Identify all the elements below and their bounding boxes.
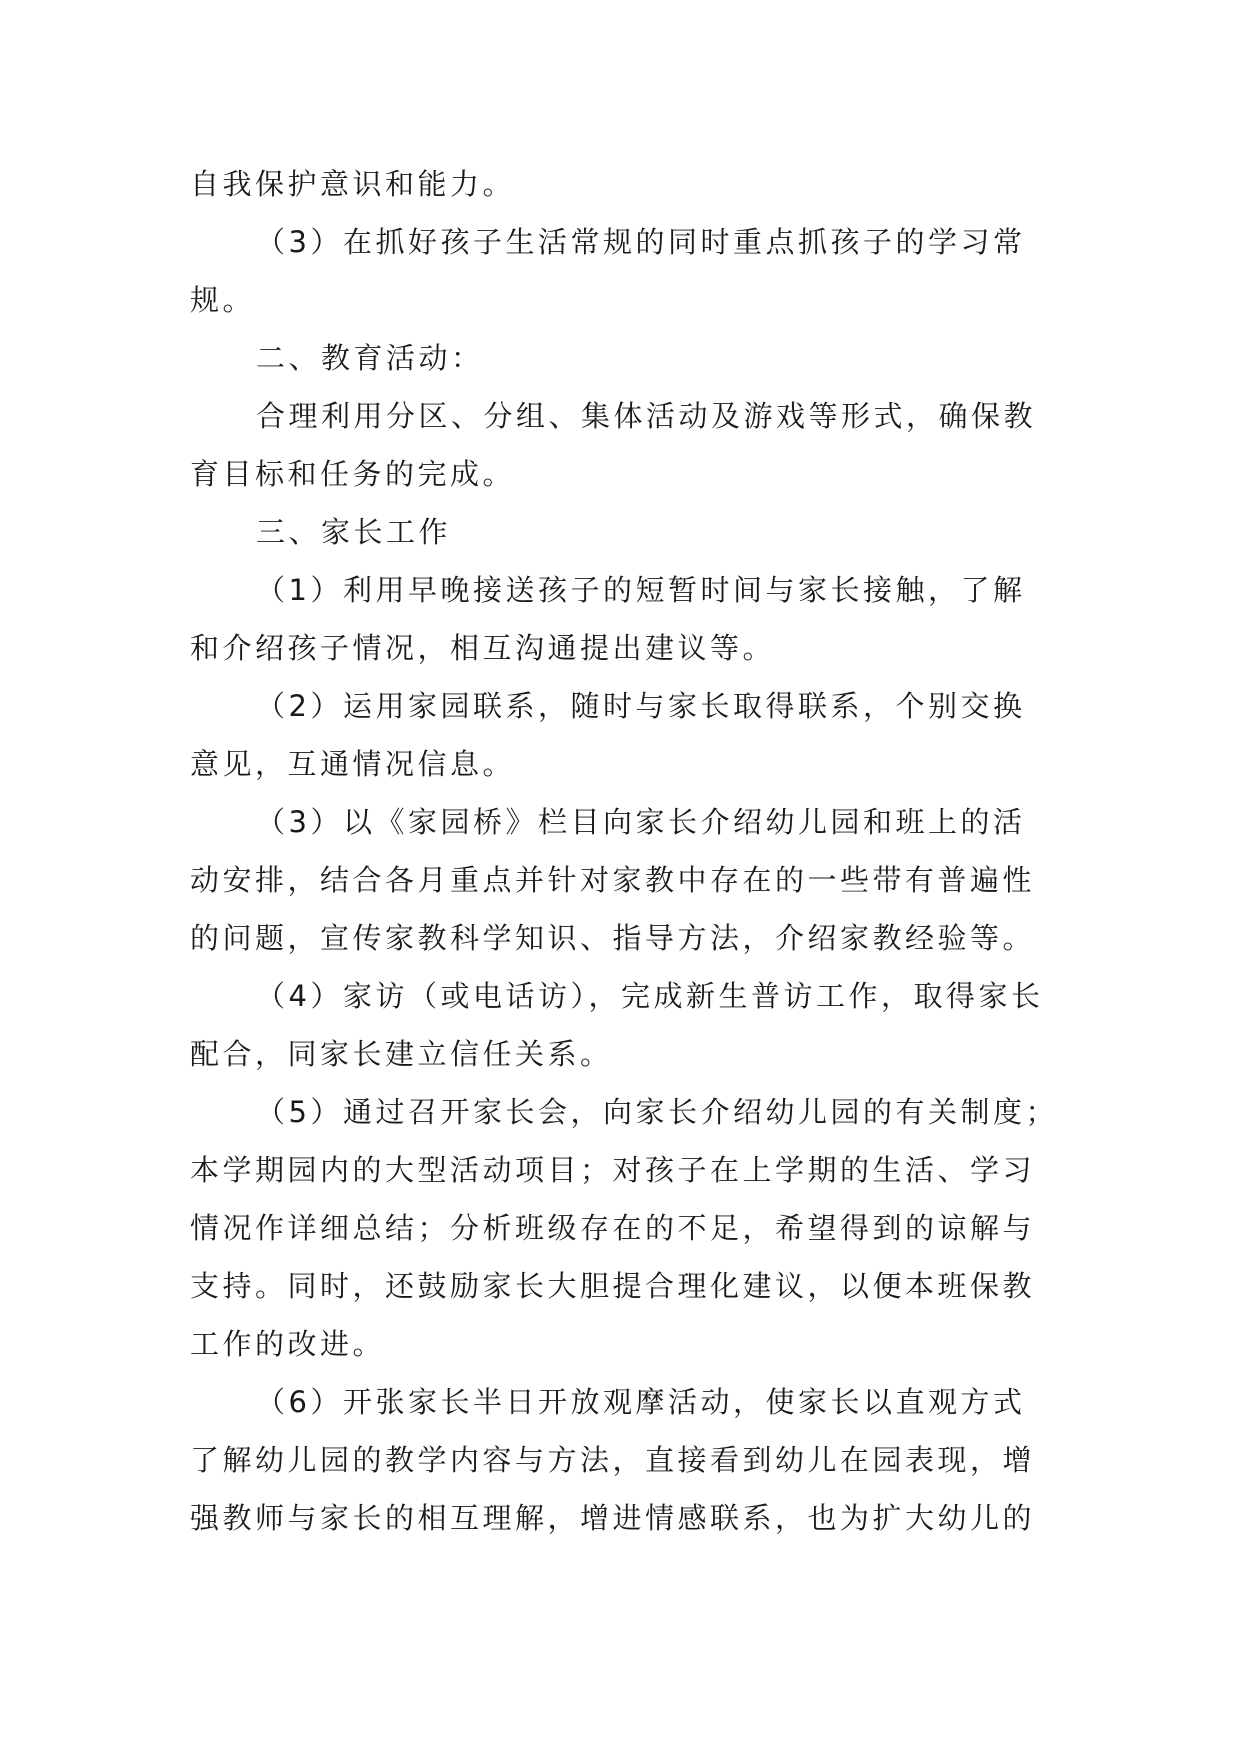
text-line: 本学期园内的大型活动项目；对孩子在上学期的生活、学习 (190, 1153, 1036, 1187)
text-line: 工作的改进。 (190, 1327, 386, 1361)
text-line: （4）家访（或电话访），完成新生普访工作，取得家长 (256, 979, 1044, 1013)
text-line: 强教师与家长的相互理解，增进情感联系，也为扩大幼儿的 (190, 1501, 1036, 1535)
text-line: 动安排，结合各月重点并针对家教中存在的一些带有普遍性 (190, 863, 1036, 897)
text-line: 配合，同家长建立信任关系。 (190, 1037, 613, 1071)
text-line: 的问题，宣传家教科学知识、指导方法，介绍家教经验等。 (190, 921, 1036, 955)
text-line: （6）开张家长半日开放观摩活动，使家长以直观方式 (256, 1385, 1026, 1419)
text-line: 合理利用分区、分组、集体活动及游戏等形式，确保教 (256, 399, 1037, 433)
text-line: 意见，互通情况信息。 (190, 747, 516, 781)
text-line: （3）在抓好孩子生活常规的同时重点抓孩子的学习常 (256, 225, 1026, 259)
text-line: 育目标和任务的完成。 (190, 457, 516, 491)
text-line: 情况作详细总结；分析班级存在的不足，希望得到的谅解与 (190, 1211, 1036, 1245)
text-line: （5）通过召开家长会，向家长介绍幼儿园的有关制度； (256, 1095, 1058, 1129)
text-line: （2）运用家园联系，随时与家长取得联系，个别交换 (256, 689, 1026, 723)
text-line: 自我保护意识和能力。 (190, 167, 516, 201)
section-heading: 三、家长工作 (256, 515, 452, 549)
text-line: 和介绍孩子情况，相互沟通提出建议等。 (190, 631, 776, 665)
text-line: 支持。同时，还鼓励家长大胆提合理化建议，以便本班保教 (190, 1269, 1036, 1303)
text-line: （1）利用早晚接送孩子的短暂时间与家长接触，了解 (256, 573, 1026, 607)
text-line: 规。 (190, 283, 256, 317)
section-heading: 二、教育活动： (256, 341, 484, 375)
document-body (190, 155, 1058, 1547)
text-line: 了解幼儿园的教学内容与方法，直接看到幼儿在园表现，增 (190, 1443, 1036, 1477)
text-line: （3）以《家园桥》栏目向家长介绍幼儿园和班上的活 (256, 805, 1026, 839)
